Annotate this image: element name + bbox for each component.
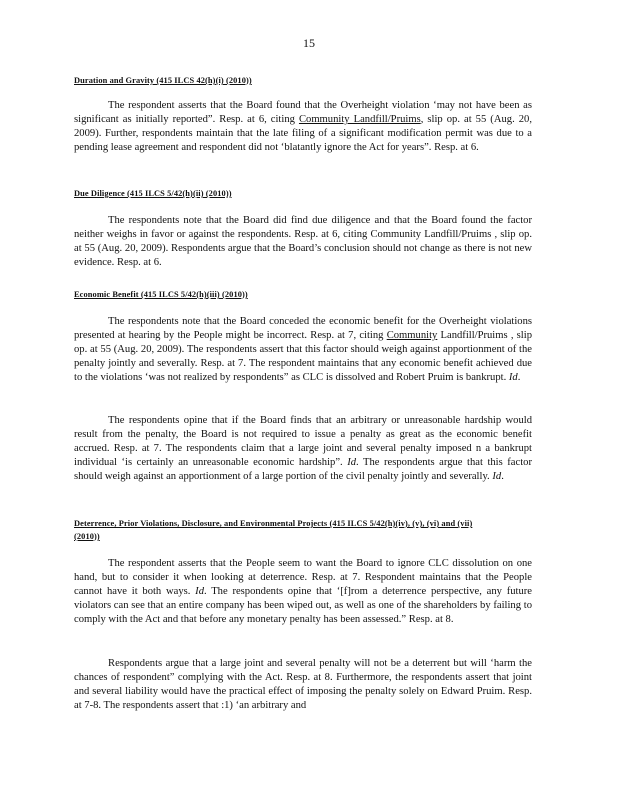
paragraph-economic-benefit-1 (74, 315, 532, 385)
paragraph-text: . The respondents argue that this factor should weigh against an apportionment of a large portion of the civil penalty jointly and severally. (74, 457, 532, 483)
paragraph-text: Landfill/Pruims , slip op. at 55 (Aug. 20, 2009). The respondents assert that this factor should weigh against apportionment of the penalty jointly and severally. Resp. at 7. The respondent maintains that any economic benefit achieved due to the violations ‘was not realized by respondents” as CLC is dissolved and Robert Pruim is bankrupt. (74, 330, 532, 384)
paragraph-economic-benefit-2 (74, 414, 532, 484)
paragraph-text: Respondents argue that a large joint and several penalty will not be a deterrent but will ‘harm the chances of respondent” complying with the Act. Resp. at 8. Furthermore, the respondents assert that joint and several liability would have the practical effect of imposing the penalty solely on Edward Pruim. Resp. at 7-8. The respondents assert that :1) ‘an arbitrary and (74, 658, 532, 712)
id-citation: Id (508, 372, 518, 384)
paragraph-text: The respondent asserts that the People seem to want the Board to ignore CLC dissolution on one hand, but to consider it when looking at deterrence. Resp. at 7. Respondent maintains that the People cannot have it both ways. (74, 558, 532, 598)
paragraph-duration-gravity (74, 99, 532, 155)
section-heading-due-diligence: Due Diligence (415 ILCS 5/42(h)(ii) (2010)) (74, 189, 232, 198)
paragraph-deterrence-2 (74, 657, 532, 713)
id-citation: Id (347, 457, 357, 469)
paragraph-due-diligence (74, 214, 532, 270)
case-citation: Community Landfill/Pruims (298, 114, 421, 126)
paragraph-text: . (517, 372, 521, 384)
section-heading-deterrence: Deterrence, Prior Violations, Disclosure, and Environmental Projects (415 ILCS 5/42(h)(iv), (v), (vi) and (vii) (2010)) (74, 519, 473, 541)
paragraph-text: The respondents note that the Board conceded the economic benefit for the Overheight violations presented at hearing by the People might be incorrect. Resp. at 7, citing (74, 316, 532, 342)
id-citation: Id (492, 471, 502, 483)
paragraph-text: The respondent asserts that the Board found that the Overheight violation ‘may not have been as significant as initially reported”. Resp. at 6, citing (74, 100, 532, 126)
paragraph-text: . (501, 471, 504, 483)
paragraph-deterrence-1 (74, 557, 532, 627)
paragraph-text: . The respondents opine that ‘[f]rom a deterrence perspective, any future violators can see that an entire company has been wiped out, as well as one of the shareholders by failing to comply with the Act and that before any monetary penalty has been assessed.” Resp. at 8. (74, 586, 532, 626)
paragraph-text: , slip op. at 55 (Aug. 20, 2009). Further, respondents maintain that the late filing of a significant modification permit was due to a pending lease agreement and respondent did not ‘blatantly ignore the Act for years”. Resp. at 6. (74, 114, 532, 154)
section-heading-economic-benefit: Economic Benefit (415 ILCS 5/42(h)(iii) (2010)) (74, 290, 248, 299)
case-citation: Community (386, 330, 438, 342)
paragraph-text: The respondents note that the Board did find due diligence and that the Board found the factor neither weighs in favor or against the respondents. Resp. at 6, citing Community Landfill/Pruims , slip op. at 55 (Aug. 20, 2009). Respondents argue that the Board’s conclusion should not change as there is not new evidence. Resp. at 6. (74, 215, 532, 269)
paragraph-text: The respondents opine that if the Board finds that an arbitrary or unreasonable hardship would result from the penalty, the Board is not required to issue a penalty as great as the economic benefit accrued. Resp. at 7. The respondents claim that a large joint and several penalty imposed n a bankrupt individual ‘is certainly an unreasonable economic hardship”. (74, 415, 532, 469)
id-citation: Id (195, 586, 204, 598)
page-number: 15 (303, 36, 315, 50)
section-heading-duration-gravity: Duration and Gravity (415 ILCS 42(h)(i) (2010)) (74, 76, 252, 85)
